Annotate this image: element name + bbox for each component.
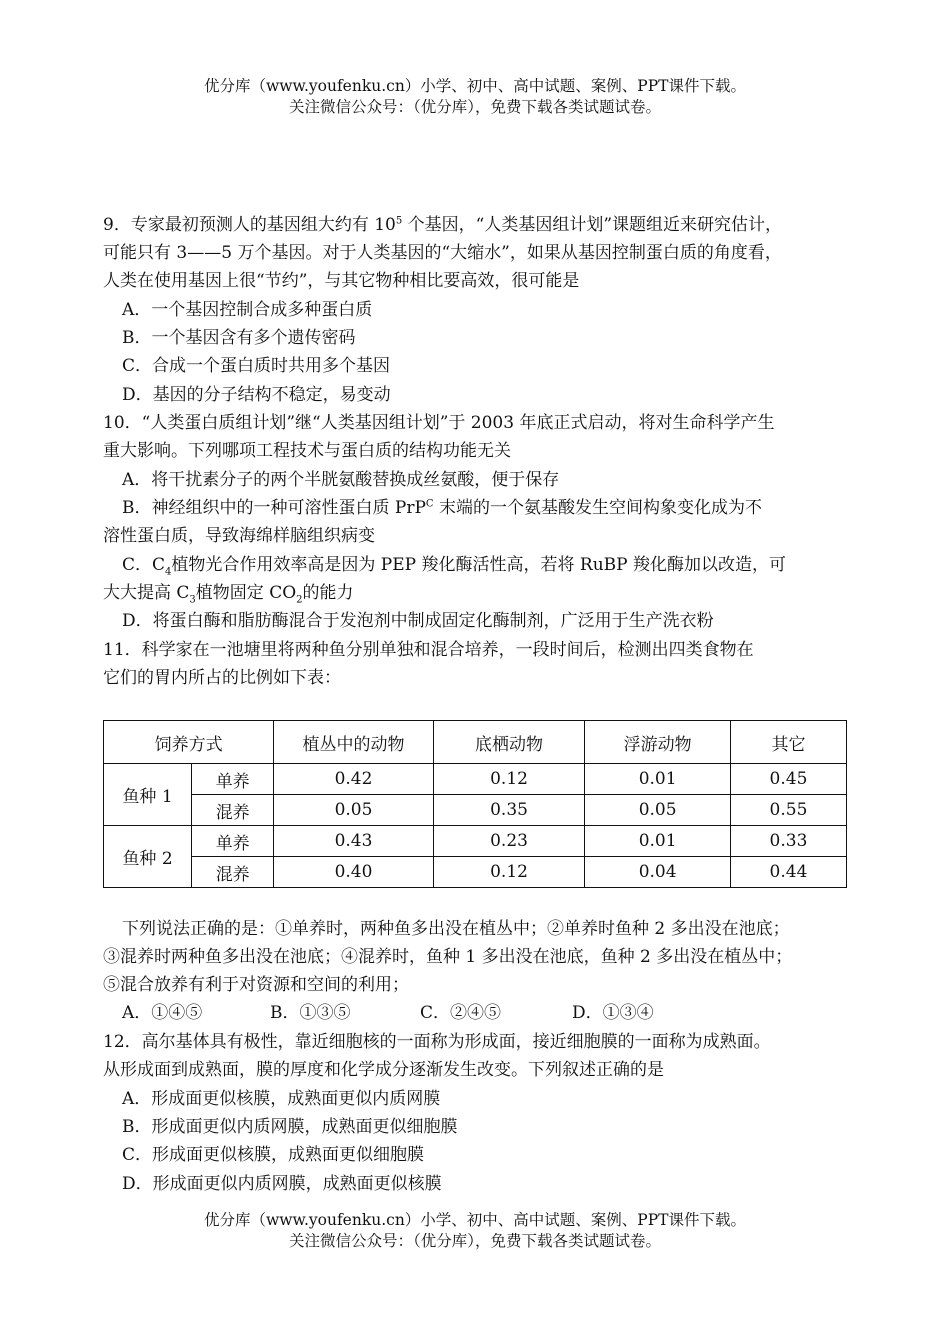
q9-option-c: C．合成一个蛋白质时共用多个基因: [122, 356, 391, 376]
header-other: 其它: [730, 721, 846, 764]
q11-statement-line-2: ③混养时两种鱼多出没在池底；④混养时，鱼种 1 多出没在池底，鱼种 2 多出没在植丛中；: [103, 947, 793, 967]
q11-statement-line-1: 下列说法正确的是：①单养时，两种鱼多出没在植丛中；②单养时鱼种 2 多出没在池底；: [122, 919, 790, 939]
value-cell: 0.42: [274, 764, 433, 795]
page-header: [0, 76, 950, 118]
q12-option-c: C．形成面更似核膜，成熟面更似细胞膜: [122, 1145, 425, 1165]
value-cell: 0.44: [730, 857, 846, 888]
value-cell: 0.05: [274, 795, 433, 826]
q11-stem-line-1: 11．科学家在一池塘里将两种鱼分别单独和混合培养，一段时间后，检测出四类食物在: [103, 640, 754, 660]
header-benthic-animals: 底栖动物: [433, 721, 585, 764]
q10-option-b-line-2: 溶性蛋白质，导致海绵样脑组织病变: [103, 526, 375, 546]
value-cell: 0.35: [433, 795, 585, 826]
value-cell: 0.40: [274, 857, 433, 888]
q12-stem-line-2: 从形成面到成熟面，膜的厚度和化学成分逐渐发生改变。下列叙述正确的是: [103, 1060, 664, 1080]
fish-species-label: 鱼种 1: [104, 764, 192, 826]
footer-line-1: 优分库（www.youfenku.cn）小学、初中、高中试题、案例、PPT课件下载。: [203, 1211, 747, 1229]
q12-stem-line-1: 12．高尔基体具有极性，靠近细胞核的一面称为形成面，接近细胞膜的一面称为成熟面。: [103, 1032, 771, 1052]
feeding-mode-cell: 混养: [192, 795, 274, 826]
header-line-2: 关注微信公众号：（优分库），免费下载各类试题试卷。: [288, 98, 661, 116]
value-cell: 0.01: [585, 764, 731, 795]
q9-option-a: A．一个基因控制合成多种蛋白质: [122, 300, 373, 320]
q12-option-b: B．形成面更似内质网膜，成熟面更似细胞膜: [122, 1117, 458, 1137]
table-header-row: [104, 721, 847, 764]
fish-species-label: 鱼种 2: [104, 826, 192, 888]
feeding-mode-cell: 单养: [192, 826, 274, 857]
q11-option-a: A．①④⑤: [122, 1003, 203, 1023]
q11-option-c: C．②④⑤: [420, 1003, 502, 1023]
diet-proportion-table: [103, 720, 847, 888]
q9-stem-line-1: 9．专家最初预测人的基因组大约有 $10^5$ 个基因，“人类基因组计划”课题组近来研究估计，: [103, 215, 783, 235]
value-cell: 0.05: [585, 795, 731, 826]
q10-option-a: A．将干扰素分子的两个半胱氨酸替换成丝氨酸，便于保存: [122, 470, 560, 490]
q10-option-d: D．将蛋白酶和脂肪酶混合于发泡剂中制成固定化酶制剂，广泛用于生产洗衣粉: [122, 611, 714, 631]
q10-option-b-line-1: B．神经组织中的一种可溶性蛋白质 PrP$^C$ 末端的一个氨基酸发生空间构象变化成为不: [122, 498, 762, 518]
value-cell: 0.04: [585, 857, 731, 888]
feeding-mode-cell: 混养: [192, 857, 274, 888]
q10-stem-line-2: 重大影响。下列哪项工程技术与蛋白质的结构功能无关: [103, 441, 511, 461]
header-plant-animals: 植丛中的动物: [274, 721, 433, 764]
value-cell: 0.33: [730, 826, 846, 857]
feeding-mode-cell: 单养: [192, 764, 274, 795]
q10-stem-line-1: 10．“人类蛋白质组计划”继“人类基因组计划”于 2003 年底正式启动，将对生命科学产生: [103, 413, 775, 433]
q10-option-c-line-1: C．$C_4$植物光合作用效率高是因为 PEP 羧化酶活性高，若将 RuBP 羧化酶加以改造，可: [122, 555, 786, 578]
q12-option-a: A．形成面更似核膜，成熟面更似内质网膜: [122, 1089, 441, 1109]
q9-option-b: B．一个基因含有多个遗传密码: [122, 328, 356, 348]
value-cell: 0.12: [433, 764, 585, 795]
table-row: [104, 857, 847, 888]
page-footer: [0, 1210, 950, 1252]
header-line-1: 优分库（www.youfenku.cn）小学、初中、高中试题、案例、PPT课件下载。: [203, 77, 747, 95]
q9-option-d: D．基因的分子结构不稳定，易变动: [122, 385, 391, 405]
value-cell: 0.55: [730, 795, 846, 826]
q10-option-c-line-2: 大大提高 $C_3$植物固定 $CO_2$的能力: [103, 583, 354, 606]
header-feeding-method: 饲养方式: [104, 721, 274, 764]
table-row: [104, 826, 847, 857]
value-cell: 0.23: [433, 826, 585, 857]
q12-option-d: D．形成面更似内质网膜，成熟面更似核膜: [122, 1174, 442, 1194]
value-cell: 0.45: [730, 764, 846, 795]
q11-statement-line-3: ⑤混合放养有利于对资源和空间的利用；: [103, 975, 409, 995]
footer-line-2: 关注微信公众号：（优分库），免费下载各类试题试卷。: [288, 1232, 661, 1250]
q11-option-b: B．①③⑤: [270, 1003, 351, 1023]
value-cell: 0.43: [274, 826, 433, 857]
q9-stem-line-2: 可能只有 3——5 万个基因。对于人类基因的“大缩水”，如果从基因控制蛋白质的角度看，: [103, 243, 782, 263]
header-plankton: 浮游动物: [585, 721, 731, 764]
table-row: [104, 764, 847, 795]
value-cell: 0.01: [585, 826, 731, 857]
table-row: [104, 795, 847, 826]
q9-stem-line-3: 人类在使用基因上很“节约”，与其它物种相比要高效，很可能是: [103, 271, 580, 291]
q11-stem-line-2: 它们的胃内所占的比例如下表：: [103, 668, 341, 688]
q11-option-d: D．①③④: [572, 1003, 654, 1023]
value-cell: 0.12: [433, 857, 585, 888]
